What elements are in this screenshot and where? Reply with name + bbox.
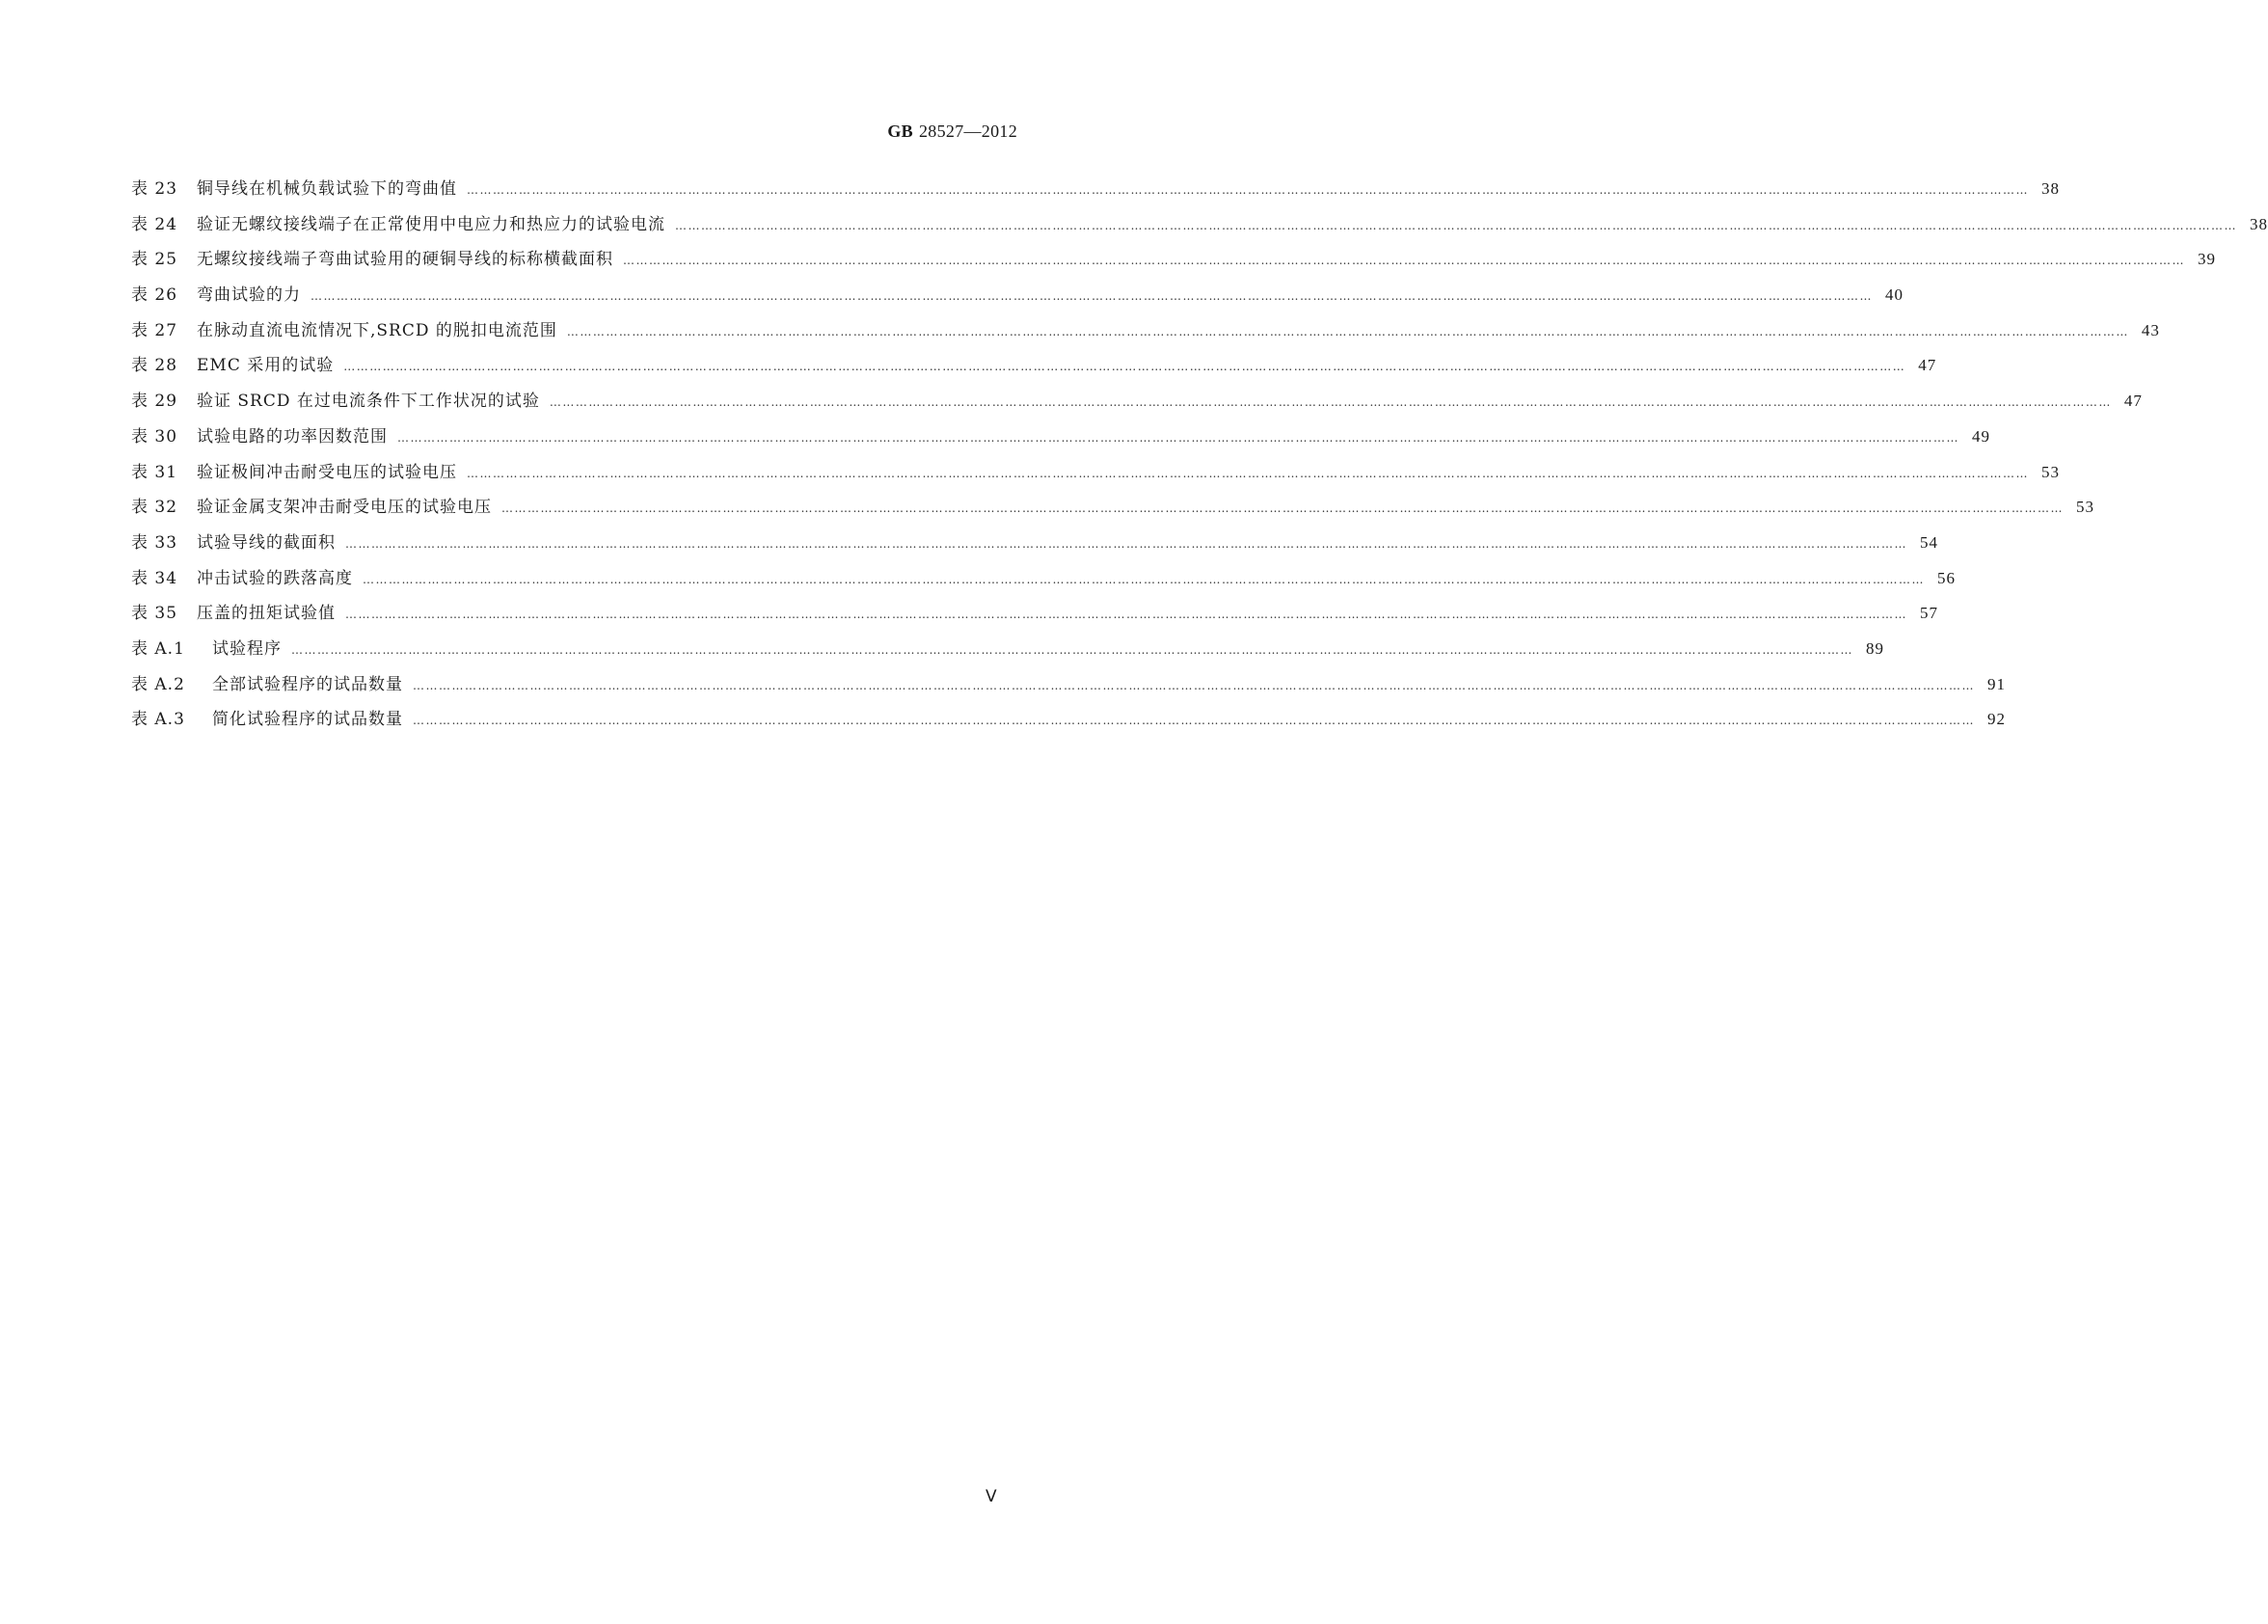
toc-entry[interactable] — [131, 281, 1904, 316]
toc-entry-title: 试验程序 — [212, 638, 282, 659]
table-of-contents — [131, 175, 2268, 741]
toc-entry[interactable] — [131, 387, 2143, 422]
toc-entry-page: 89 — [1866, 638, 1884, 658]
toc-entry-page: 47 — [1918, 356, 1937, 375]
toc-entry-title: 压盖的扭矩试验值 — [197, 604, 336, 624]
toc-entry-title: 验证极间冲击耐受电压的试验电压 — [197, 462, 457, 482]
toc-entry[interactable] — [131, 210, 2268, 246]
toc-entry-label: 表 35 — [131, 604, 178, 624]
toc-entry-page: 53 — [2076, 498, 2094, 517]
page-number: Ⅴ — [986, 1487, 997, 1505]
toc-dot-leader: ……………………………………………………………………………………………………………………………………………………………………………………………………………………………………………………………………………………………………………………………… — [549, 395, 2112, 410]
toc-dot-leader: ……………………………………………………………………………………………………………………………………………………………………………………………………………………………………………………………………………………………………………………………… — [363, 572, 1925, 586]
toc-dot-leader: ……………………………………………………………………………………………………………………………………………………………………………………………………………………………………………………………………………………………………………………………… — [675, 218, 2237, 232]
toc-entry-page: 38 — [2041, 179, 2060, 198]
toc-entry-label: 表 A.2 — [131, 674, 185, 694]
toc-dot-leader: ……………………………………………………………………………………………………………………………………………………………………………………………………………………………………………………………………………………………………………………………… — [343, 360, 1906, 374]
toc-dot-leader: ……………………………………………………………………………………………………………………………………………………………………………………………………………………………………………………………………………………………………………………………… — [345, 536, 1907, 551]
toc-entry-title: 无螺纹接线端子弯曲试验用的硬铜导线的标称横截面积 — [197, 250, 613, 270]
toc-dot-leader: ……………………………………………………………………………………………………………………………………………………………………………………………………………………………………………………………………………………………………………………………… — [291, 642, 1853, 657]
toc-entry-title: EMC 采用的试验 — [197, 356, 335, 376]
toc-entry-page: 43 — [2141, 320, 2160, 339]
toc-entry-page: 53 — [2041, 462, 2060, 481]
toc-entry-page: 49 — [1972, 426, 1990, 446]
toc-entry-label: 表 A.1 — [131, 638, 185, 659]
toc-entry-title: 验证 SRCD 在过电流条件下工作状况的试验 — [197, 392, 540, 412]
toc-entry-label: 表 27 — [131, 320, 178, 340]
toc-entry-label: 表 31 — [131, 462, 178, 482]
toc-dot-leader: ……………………………………………………………………………………………………………………………………………………………………………………………………………………………………………………………………………………………………………………………… — [467, 183, 2029, 197]
toc-entry[interactable] — [131, 316, 2160, 352]
toc-entry[interactable] — [131, 245, 2216, 281]
toc-entry-title: 试验电路的功率因数范围 — [197, 426, 388, 447]
toc-entry[interactable] — [131, 670, 2006, 706]
toc-dot-leader: ……………………………………………………………………………………………………………………………………………………………………………………………………………………………………………………………………………………………………………………………… — [467, 466, 2029, 480]
toc-entry-page: 91 — [1987, 674, 2006, 693]
toc-dot-leader: ……………………………………………………………………………………………………………………………………………………………………………………………………………………………………………………………………………………………………………………………… — [413, 678, 1975, 692]
toc-entry-label: 表 29 — [131, 392, 178, 412]
toc-entry-page: 39 — [2198, 250, 2216, 269]
toc-entry[interactable] — [131, 599, 1938, 635]
toc-entry-title: 简化试验程序的试品数量 — [212, 710, 403, 730]
toc-entry-title: 验证无螺纹接线端子在正常使用中电应力和热应力的试验电流 — [197, 214, 665, 234]
toc-entry-label: 表 26 — [131, 285, 178, 306]
toc-entry-page: 47 — [2123, 392, 2143, 411]
toc-entry-page: 54 — [1920, 532, 1938, 552]
toc-entry-label: 表 24 — [131, 214, 178, 234]
toc-entry-label: 表 34 — [131, 568, 178, 588]
toc-entry-title: 试验导线的截面积 — [197, 532, 336, 553]
toc-entry-title: 验证金属支架冲击耐受电压的试验电压 — [197, 498, 492, 518]
toc-entry-label: 表 23 — [131, 179, 178, 199]
toc-entry[interactable] — [131, 351, 1937, 387]
toc-entry-label: 表 30 — [131, 426, 178, 447]
toc-entry-label: 表 25 — [131, 250, 178, 270]
toc-entry[interactable] — [131, 564, 1956, 600]
toc-entry[interactable] — [131, 493, 2094, 528]
toc-entry[interactable] — [131, 705, 2006, 741]
toc-entry-label: 表 32 — [131, 498, 178, 518]
document-header — [887, 122, 1017, 142]
toc-dot-leader: ……………………………………………………………………………………………………………………………………………………………………………………………………………………………………………………………………………………………………………………………… — [397, 430, 1959, 445]
toc-entry-page: 92 — [1987, 710, 2006, 729]
standard-number: 28527—2012 — [919, 122, 1017, 141]
standard-prefix: GB — [887, 122, 913, 141]
toc-entry[interactable] — [131, 458, 2060, 494]
toc-entry[interactable] — [131, 528, 1938, 564]
toc-entry-label: 表 33 — [131, 532, 178, 553]
toc-dot-leader: ……………………………………………………………………………………………………………………………………………………………………………………………………………………………………………………………………………………………………………………………… — [623, 254, 2185, 268]
toc-entry-title: 在脉动直流电流情况下,SRCD 的脱扣电流范围 — [197, 320, 557, 340]
toc-dot-leader: ……………………………………………………………………………………………………………………………………………………………………………………………………………………………………………………………………………………………………………………………… — [501, 501, 2064, 516]
toc-dot-leader: ……………………………………………………………………………………………………………………………………………………………………………………………………………………………………………………………………………………………………………………………… — [345, 608, 1907, 622]
toc-entry-title: 冲击试验的跌落高度 — [197, 568, 353, 588]
toc-dot-leader: ……………………………………………………………………………………………………………………………………………………………………………………………………………………………………………………………………………………………………………………………… — [310, 289, 1873, 304]
toc-entry-page: 38 — [2250, 214, 2268, 233]
toc-entry[interactable] — [131, 422, 1990, 458]
toc-entry-label: 表 28 — [131, 356, 178, 376]
toc-entry-page: 56 — [1937, 568, 1956, 587]
toc-entry-page: 57 — [1920, 604, 1938, 623]
toc-dot-leader: ……………………………………………………………………………………………………………………………………………………………………………………………………………………………………………………………………………………………………………………………… — [413, 714, 1975, 728]
toc-entry-title: 全部试验程序的试品数量 — [212, 674, 403, 694]
toc-entry-title: 铜导线在机械负载试验下的弯曲值 — [197, 179, 457, 199]
toc-entry[interactable] — [131, 175, 2060, 210]
toc-dot-leader: ……………………………………………………………………………………………………………………………………………………………………………………………………………………………………………………………………………………………………………………………… — [566, 324, 2129, 338]
toc-entry-label: 表 A.3 — [131, 710, 185, 730]
toc-entry[interactable] — [131, 635, 1884, 670]
toc-entry-title: 弯曲试验的力 — [197, 285, 301, 306]
toc-entry-page: 40 — [1885, 285, 1904, 305]
